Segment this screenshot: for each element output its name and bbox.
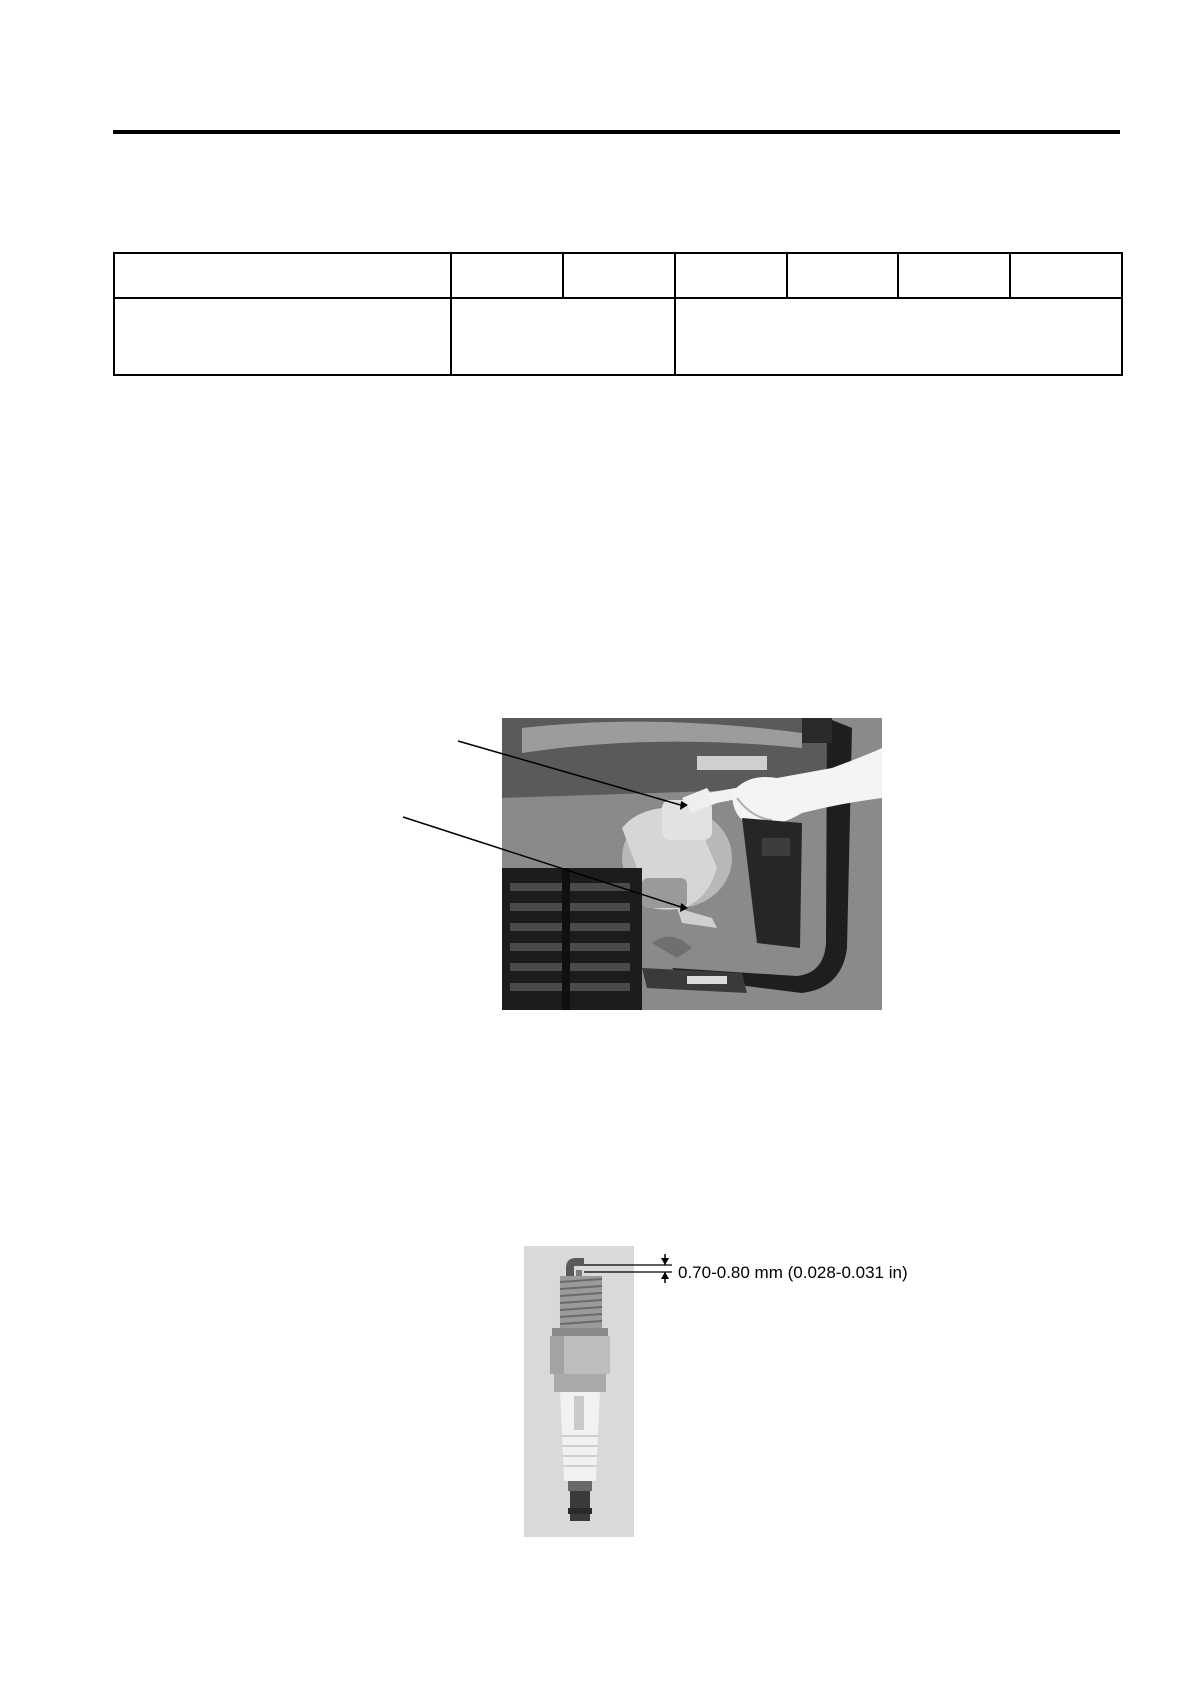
table-cell bbox=[114, 298, 451, 375]
table-cell bbox=[675, 298, 1122, 375]
table-header-cell bbox=[451, 253, 563, 298]
table-header-cell bbox=[675, 253, 787, 298]
table-row bbox=[114, 298, 1122, 375]
generator-photo bbox=[502, 718, 882, 1010]
table-header-cell bbox=[787, 253, 898, 298]
table-cell bbox=[451, 298, 675, 375]
spark-plug-photo bbox=[524, 1246, 634, 1537]
table-header-row bbox=[114, 253, 1122, 298]
table-header-cell bbox=[563, 253, 675, 298]
spark-plug-gap-label: 0.70-0.80 mm (0.028-0.031 in) bbox=[678, 1263, 908, 1282]
maintenance-schedule-table bbox=[113, 252, 1123, 376]
header-rule bbox=[113, 130, 1120, 134]
arrow-up-icon bbox=[661, 1272, 669, 1279]
table-header-cell bbox=[114, 253, 451, 298]
arrow-down-icon bbox=[661, 1258, 669, 1265]
table-header-cell bbox=[898, 253, 1010, 298]
table-header-cell bbox=[1010, 253, 1122, 298]
